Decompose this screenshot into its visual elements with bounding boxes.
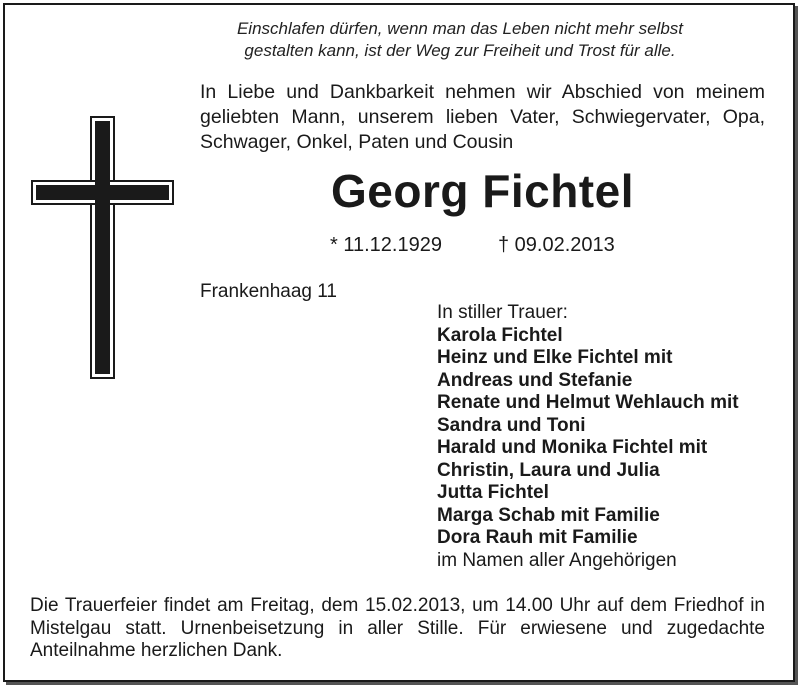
mourner-name: Christin, Laura und Julia: [437, 459, 660, 481]
quote-line-1: Einschlafen dürfen, wenn man das Leben nicht mehr selbst: [236, 19, 684, 38]
mourners-tail: im Namen aller Angehörigen: [437, 549, 677, 571]
intro-line-1: In Liebe und Dankbarkeit nehmen wir Abschied von meinem: [200, 81, 765, 103]
mourner-name: Marga Schab mit Familie: [437, 504, 660, 526]
intro-line-3: Schwager, Onkel, Paten und Cousin: [200, 131, 514, 153]
epigraph-quote: [200, 18, 720, 62]
mourner-name: Sandra und Toni: [437, 414, 586, 436]
mourner-name: Renate und Helmut Wehlauch mit: [437, 392, 739, 413]
mourners-list: [437, 302, 777, 572]
birth-date: * 11.12.1929: [330, 234, 442, 256]
mourners-lead: In stiller Trauer:: [437, 302, 568, 323]
mourner-names: [437, 325, 777, 550]
latin-cross-icon: [30, 115, 175, 380]
intro-line-2: geliebten Mann, unserem lieben Vater, Schwiegervater, Opa,: [200, 106, 765, 128]
mourner-name: Dora Rauh mit Familie: [437, 527, 638, 548]
funeral-notice: Die Trauerfeier findet am Freitag, dem 15.02.2013, um 14.00 Uhr auf dem Friedhof in Mistelgau statt. Urnenbeisetzung in aller Stille. Für erwiesene und zugedachte Anteilnahme herzlichen Dank.: [30, 595, 765, 661]
address: Frankenhaag 11: [200, 281, 337, 302]
mourner-name: Jutta Fichtel: [437, 482, 549, 503]
quote-line-2: gestalten kann, ist der Weg zur Freiheit und Trost für alle.: [244, 41, 676, 60]
mourner-name: Andreas und Stefanie: [437, 369, 633, 391]
mourner-name: Karola Fichtel: [437, 324, 563, 346]
death-date: † 09.02.2013: [498, 234, 615, 256]
mourner-name: Heinz und Elke Fichtel mit: [437, 347, 673, 368]
intro-text: [200, 80, 765, 155]
deceased-name: Georg Fichtel: [331, 165, 634, 217]
mourner-name: Harald und Monika Fichtel mit: [437, 437, 708, 458]
